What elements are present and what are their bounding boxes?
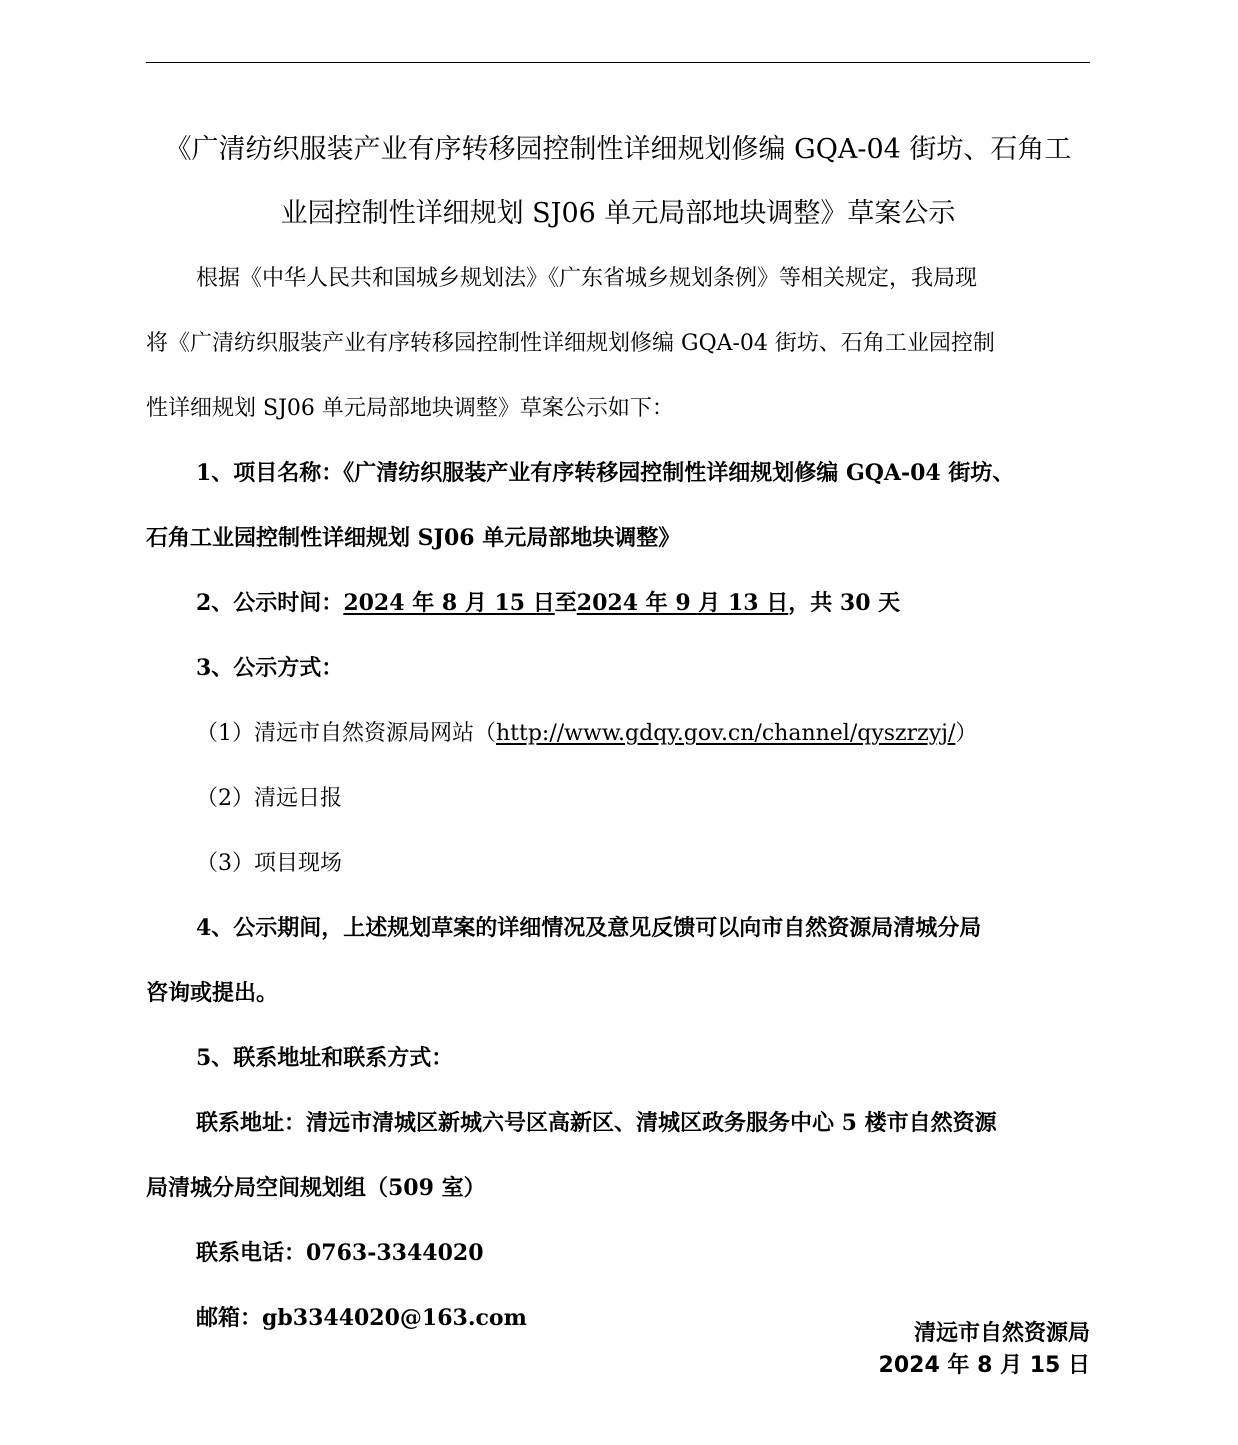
- item-project-name: [146, 441, 1090, 571]
- period-to: 至: [554, 590, 577, 616]
- header-rule: [146, 62, 1090, 63]
- item1-line-2: 石角工业园控制性详细规划 SJ06 单元局部地块调整》: [146, 525, 681, 551]
- signature-date: 2024 年 8 月 15 日: [878, 1353, 1090, 1378]
- item-publicity-methods-heading: 3、公示方式：: [196, 655, 344, 681]
- item4-line-1: 4、公示期间，上述规划草案的详细情况及意见反馈可以向市自然资源局清城分局: [196, 915, 982, 941]
- title-line-1: 《广清纺织服装产业有序转移园控制性详细规划修编 GQA-04 街坊、石角工: [164, 134, 1072, 165]
- method-website-close: ）: [955, 721, 978, 746]
- period-end-date: 2024 年 9 月 13 日: [576, 590, 789, 616]
- item-feedback: [146, 896, 1090, 1026]
- signature-org: 清远市自然资源局: [913, 1321, 1090, 1346]
- intro-line-2: 将《广清纺织服装产业有序转移园控制性详细规划修编 GQA-04 街坊、石角工业园控制: [146, 331, 995, 356]
- address-line-1: 联系地址：清远市清城区新城六号区高新区、清城区政务服务中心 5 楼市自然资源: [196, 1110, 997, 1136]
- period-duration: ，共 30 天: [788, 590, 901, 616]
- method-website-label: （1）清远市自然资源局网站（: [196, 721, 496, 746]
- contact-address: [146, 1091, 1090, 1221]
- document-title: [146, 118, 1090, 246]
- item4-line-2: 咨询或提出。: [146, 980, 279, 1006]
- item1-line-1: 1、项目名称：《广清纺织服装产业有序转移园控制性详细规划修编 GQA-04 街坊、: [196, 460, 1015, 486]
- address-line-2: 局清城分局空间规划组（509 室）: [146, 1175, 486, 1201]
- item-publicity-period: [146, 571, 1090, 636]
- website-link[interactable]: http://www.gdqy.gov.cn/channel/qyszrzyj/: [496, 721, 956, 746]
- contact-phone: 联系电话：0763-3344020: [196, 1240, 484, 1266]
- method-newspaper: （2）清远日报: [196, 786, 342, 811]
- intro-paragraph: [146, 246, 1090, 441]
- intro-line-1: 根据《中华人民共和国城乡规划法》《广东省城乡规划条例》等相关规定，我局现: [196, 266, 978, 291]
- signature-block: [879, 1318, 1090, 1382]
- title-line-2: 业园控制性详细规划 SJ06 单元局部地块调整》草案公示: [280, 198, 956, 229]
- item-contact-heading: 5、联系地址和联系方式：: [196, 1045, 454, 1071]
- method-on-site: （3）项目现场: [196, 851, 342, 876]
- period-start-date: 2024 年 8 月 15 日: [343, 590, 555, 616]
- contact-email: 邮箱：gb3344020@163.com: [196, 1305, 527, 1331]
- method-website: [146, 701, 1090, 766]
- period-label: 2、公示时间：: [196, 590, 344, 616]
- intro-line-3: 性详细规划 SJ06 单元局部地块调整》草案公示如下：: [146, 396, 674, 421]
- document-body: [146, 118, 1090, 1351]
